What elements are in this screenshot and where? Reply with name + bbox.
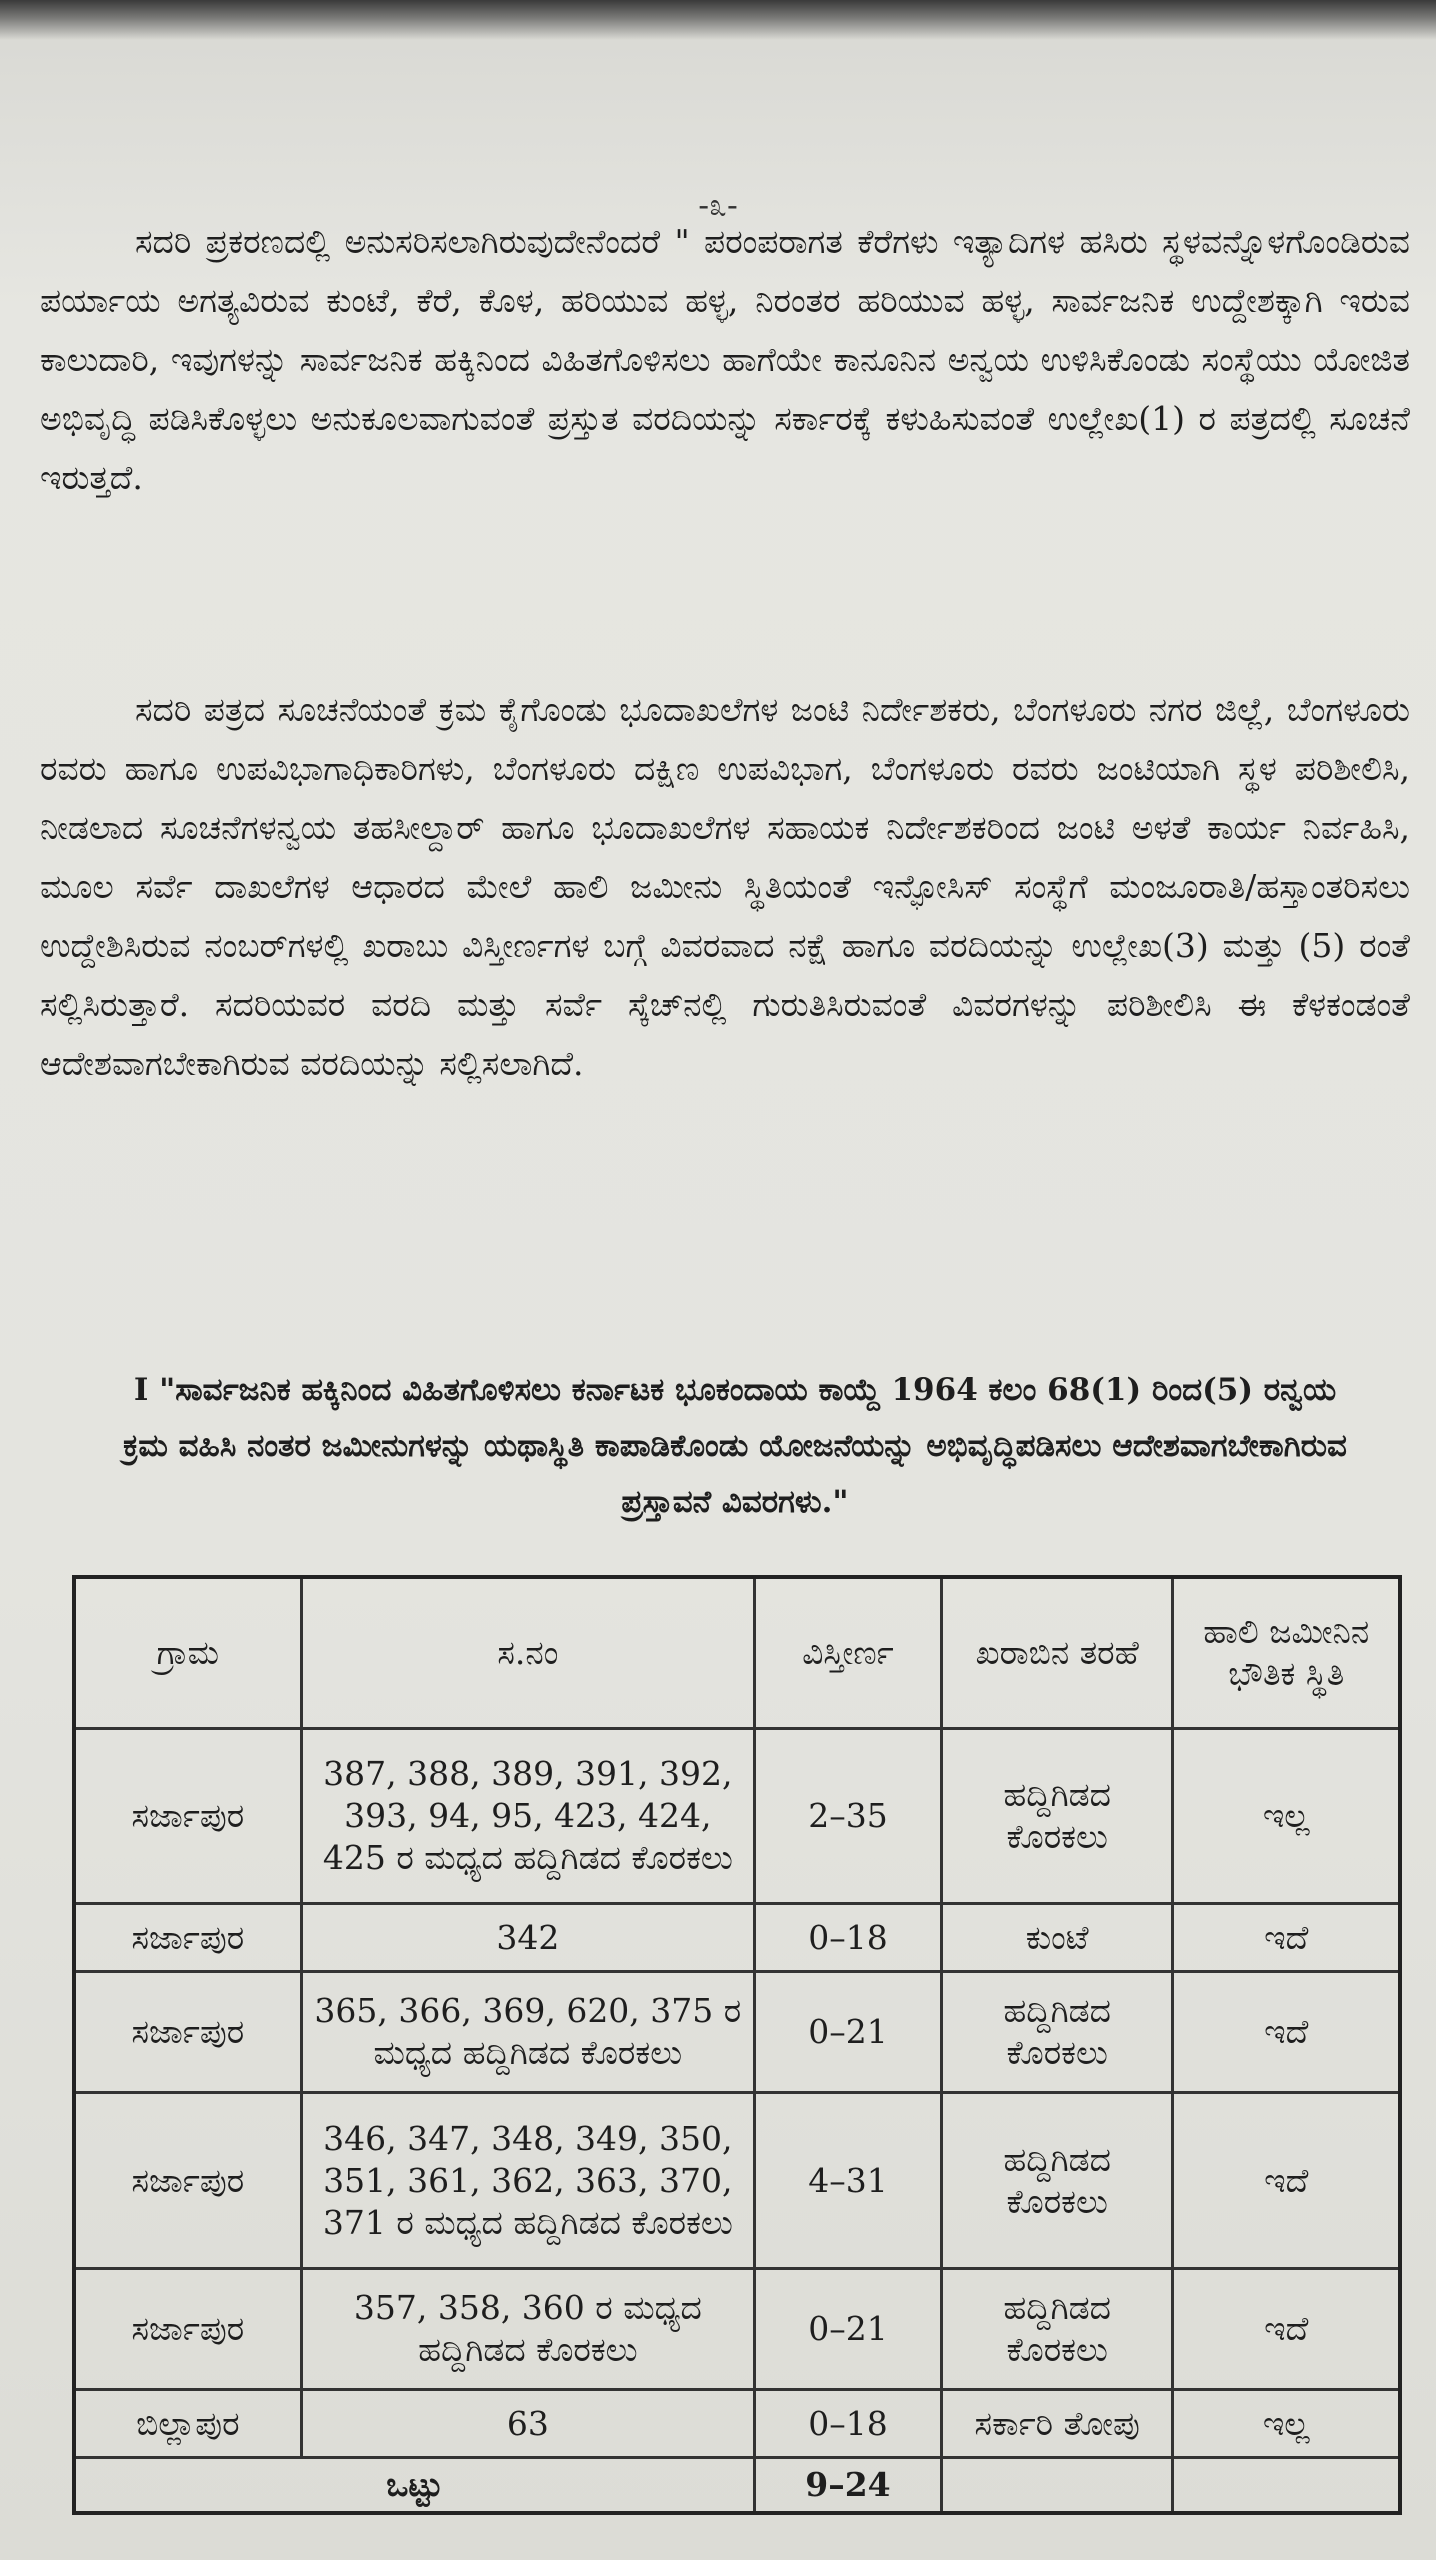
header-village: ಗ್ರಾಮ xyxy=(74,1577,301,1729)
table-row xyxy=(74,1904,1400,1972)
table-row xyxy=(74,2390,1400,2458)
cell-physical-status: ಇಲ್ಲ xyxy=(1173,1729,1400,1904)
cell-survey-number: 357, 358, 360 ರ ಮಧ್ಯದ ಹದ್ದಿಗಿಡದ ಕೊರಕಲು xyxy=(301,2268,754,2390)
total-extent: 9–24 xyxy=(754,2458,941,2514)
cell-village: ಬಿಲ್ಲಾಪುರ xyxy=(74,2390,301,2458)
total-empty-cell xyxy=(941,2458,1173,2514)
table-total-row xyxy=(74,2458,1400,2514)
cell-village: ಸರ್ಜಾಪುರ xyxy=(74,1729,301,1904)
cell-extent: 2–35 xyxy=(754,1729,941,1904)
land-details-table xyxy=(72,1575,1402,2515)
cell-physical-status: ಇದೆ xyxy=(1173,2268,1400,2390)
paragraph-1: ಸದರಿ ಪ್ರಕರಣದಲ್ಲಿ ಅನುಸರಿಸಲಾಗಿರುವುದೇನೆಂದರೆ " ಪರಂಪರಾಗತ ಕೆರೆಗಳು ಇತ್ಯಾದಿಗಳ ಹಸಿರು ಸ್ಥಳವನ್ನೊಳಗೊಂಡಿರುವ ಪರ್ಯಾಯ ಅಗತ್ಯವಿರುವ ಕುಂಟೆ, ಕೆರೆ, ಕೊಳ, ಹರಿಯುವ ಹಳ್ಳ, ನಿರಂತರ ಹರಿಯುವ ಹಳ್ಳ, ಸಾರ್ವಜನಿಕ ಉದ್ದೇಶಕ್ಕಾಗಿ ಇರುವ ಕಾಲುದಾರಿ, ಇವುಗಳನ್ನು ಸಾರ್ವಜನಿಕ ಹಕ್ಕಿನಿಂದ ವಿಹಿತಗೊಳಿಸಲು ಹಾಗೆಯೇ ಕಾನೂನಿನ ಅನ್ವಯ ಉಳಿಸಿಕೊಂಡು ಸಂಸ್ಥೆಯು ಯೋಜಿತ ಅಭಿವೃದ್ಧಿ ಪಡಿಸಿಕೊಳ್ಳಲು ಅನುಕೂಲವಾಗುವಂತೆ ಪ್ರಸ್ತುತ ವರದಿಯನ್ನು ಸರ್ಕಾರಕ್ಕೆ ಕಳುಹಿಸುವಂತೆ ಉಲ್ಲೇಖ(1) ರ ಪತ್ರದಲ್ಲಿ ಸೂಚನೆ ಇರುತ್ತದೆ. xyxy=(40,222,1410,497)
cell-survey-number: 346, 347, 348, 349, 350, 351, 361, 362, 363, 370, 371 ರ ಮಧ್ಯದ ಹದ್ದಿಗಿಡದ ಕೊರಕಲು xyxy=(301,2093,754,2268)
cell-village: ಸರ್ಜಾಪುರ xyxy=(74,2268,301,2390)
cell-survey-number: 387, 388, 389, 391, 392, 393, 94, 95, 423, 424, 425 ರ ಮಧ್ಯದ ಹದ್ದಿಗಿಡದ ಕೊರಕಲು xyxy=(301,1729,754,1904)
header-extent: ವಿಸ್ತೀರ್ಣ xyxy=(754,1577,941,1729)
cell-kharab-type: ಹದ್ದಿಗಿಡದ ಕೊರಕಲು xyxy=(941,1971,1173,2093)
cell-extent: 4–31 xyxy=(754,2093,941,2268)
cell-village: ಸರ್ಜಾಪುರ xyxy=(74,1971,301,2093)
cell-extent: 0–21 xyxy=(754,1971,941,2093)
cell-survey-number: 63 xyxy=(301,2390,754,2458)
table-row xyxy=(74,2093,1400,2268)
page-edge-shadow xyxy=(0,0,1436,40)
cell-extent: 0–21 xyxy=(754,2268,941,2390)
cell-physical-status: ಇದೆ xyxy=(1173,2093,1400,2268)
cell-kharab-type: ಹದ್ದಿಗಿಡದ ಕೊರಕಲು xyxy=(941,2268,1173,2390)
page-number: -೩- xyxy=(698,186,738,224)
table-row xyxy=(74,1729,1400,1904)
header-survey-number: ಸ.ನಂ xyxy=(301,1577,754,1729)
section-heading: I "ಸಾರ್ವಜನಿಕ ಹಕ್ಕಿನಿಂದ ವಿಹಿತಗೊಳಿಸಲು ಕರ್ನಾಟಕ ಭೂಕಂದಾಯ ಕಾಯ್ದೆ 1964 ಕಲಂ 68(1) ರಿಂದ(5) ರನ್ವಯ ಕ್ರಮ ವಹಿಸಿ ನಂತರ ಜಮೀನುಗಳನ್ನು ಯಥಾಸ್ಥಿತಿ ಕಾಪಾಡಿಕೊಂಡು ಯೋಜನೆಯನ್ನು ಅಭಿವೃದ್ಧಿಪಡಿಸಲು ಆದೇಶವಾಗಬೇಕಾಗಿರುವ ಪ್ರಸ್ತಾವನೆ ವಿವರಗಳು." xyxy=(123,1372,1347,1520)
cell-kharab-type: ಹದ್ದಿಗಿಡದ ಕೊರಕಲು xyxy=(941,1729,1173,1904)
cell-kharab-type: ಹದ್ದಿಗಿಡದ ಕೊರಕಲು xyxy=(941,2093,1173,2268)
table-row xyxy=(74,1971,1400,2093)
cell-survey-number: 365, 366, 369, 620, 375 ರ ಮಧ್ಯದ ಹದ್ದಿಗಿಡದ ಕೊರಕಲು xyxy=(301,1971,754,2093)
cell-physical-status: ಇದೆ xyxy=(1173,1971,1400,2093)
cell-extent: 0–18 xyxy=(754,2390,941,2458)
cell-physical-status: ಇದೆ xyxy=(1173,1904,1400,1972)
cell-kharab-type: ಕುಂಟೆ xyxy=(941,1904,1173,1972)
header-physical-status: ಹಾಲಿ ಜಮೀನಿನ ಭೌತಿಕ ಸ್ಥಿತಿ xyxy=(1173,1577,1400,1729)
cell-extent: 0–18 xyxy=(754,1904,941,1972)
table-row xyxy=(74,2268,1400,2390)
table-header-row xyxy=(74,1577,1400,1729)
cell-village: ಸರ್ಜಾಪುರ xyxy=(74,1904,301,1972)
cell-village: ಸರ್ಜಾಪುರ xyxy=(74,2093,301,2268)
cell-survey-number: 342 xyxy=(301,1904,754,1972)
header-kharab-type: ಖರಾಬಿನ ತರಹೆ xyxy=(941,1577,1173,1729)
total-empty-cell xyxy=(1173,2458,1400,2514)
paragraph-2: ಸದರಿ ಪತ್ರದ ಸೂಚನೆಯಂತೆ ಕ್ರಮ ಕೈಗೊಂಡು ಭೂದಾಖಲೆಗಳ ಜಂಟಿ ನಿರ್ದೇಶಕರು, ಬೆಂಗಳೂರು ನಗರ ಜಿಲ್ಲೆ, ಬೆಂಗಳೂರು ರವರು ಹಾಗೂ ಉಪವಿಭಾಗಾಧಿಕಾರಿಗಳು, ಬೆಂಗಳೂರು ದಕ್ಷಿಣ ಉಪವಿಭಾಗ, ಬೆಂಗಳೂರು ರವರು ಜಂಟಿಯಾಗಿ ಸ್ಥಳ ಪರಿಶೀಲಿಸಿ, ನೀಡಲಾದ ಸೂಚನೆಗಳನ್ವಯ ತಹಸೀಲ್ದಾರ್ ಹಾಗೂ ಭೂದಾಖಲೆಗಳ ಸಹಾಯಕ ನಿರ್ದೇಶಕರಿಂದ ಜಂಟಿ ಅಳತೆ ಕಾರ್ಯ ನಿರ್ವಹಿಸಿ, ಮೂಲ ಸರ್ವೆ ದಾಖಲೆಗಳ ಆಧಾರದ ಮೇಲೆ ಹಾಲಿ ಜಮೀನು ಸ್ಥಿತಿಯಂತೆ ಇನ್ಫೋಸಿಸ್ ಸಂಸ್ಥೆಗೆ ಮಂಜೂರಾತಿ/ಹಸ್ತಾಂತರಿಸಲು ಉದ್ದೇಶಿಸಿರುವ ನಂಬರ್‌ಗಳಲ್ಲಿ ಖರಾಬು ವಿಸ್ತೀರ್ಣಗಳ ಬಗ್ಗೆ ವಿವರವಾದ ನಕ್ಷೆ ಹಾಗೂ ವರದಿಯನ್ನು ಉಲ್ಲೇಖ(3) ಮತ್ತು (5) ರಂತೆ ಸಲ್ಲಿಸಿರುತ್ತಾರೆ. ಸದರಿಯವರ ವರದಿ ಮತ್ತು ಸರ್ವೆ ಸ್ಕೆಚ್‌ನಲ್ಲಿ ಗುರುತಿಸಿರುವಂತೆ ವಿವರಗಳನ್ನು ಪರಿಶೀಲಿಸಿ ಈ ಕೆಳಕಂಡಂತೆ ಆದೇಶವಾಗಬೇಕಾಗಿರುವ ವರದಿಯನ್ನು ಸಲ್ಲಿಸಲಾಗಿದೆ. xyxy=(40,690,1410,1083)
cell-physical-status: ಇಲ್ಲ xyxy=(1173,2390,1400,2458)
cell-kharab-type: ಸರ್ಕಾರಿ ತೋಪು xyxy=(941,2390,1173,2458)
total-label: ಒಟ್ಟು xyxy=(74,2458,754,2514)
